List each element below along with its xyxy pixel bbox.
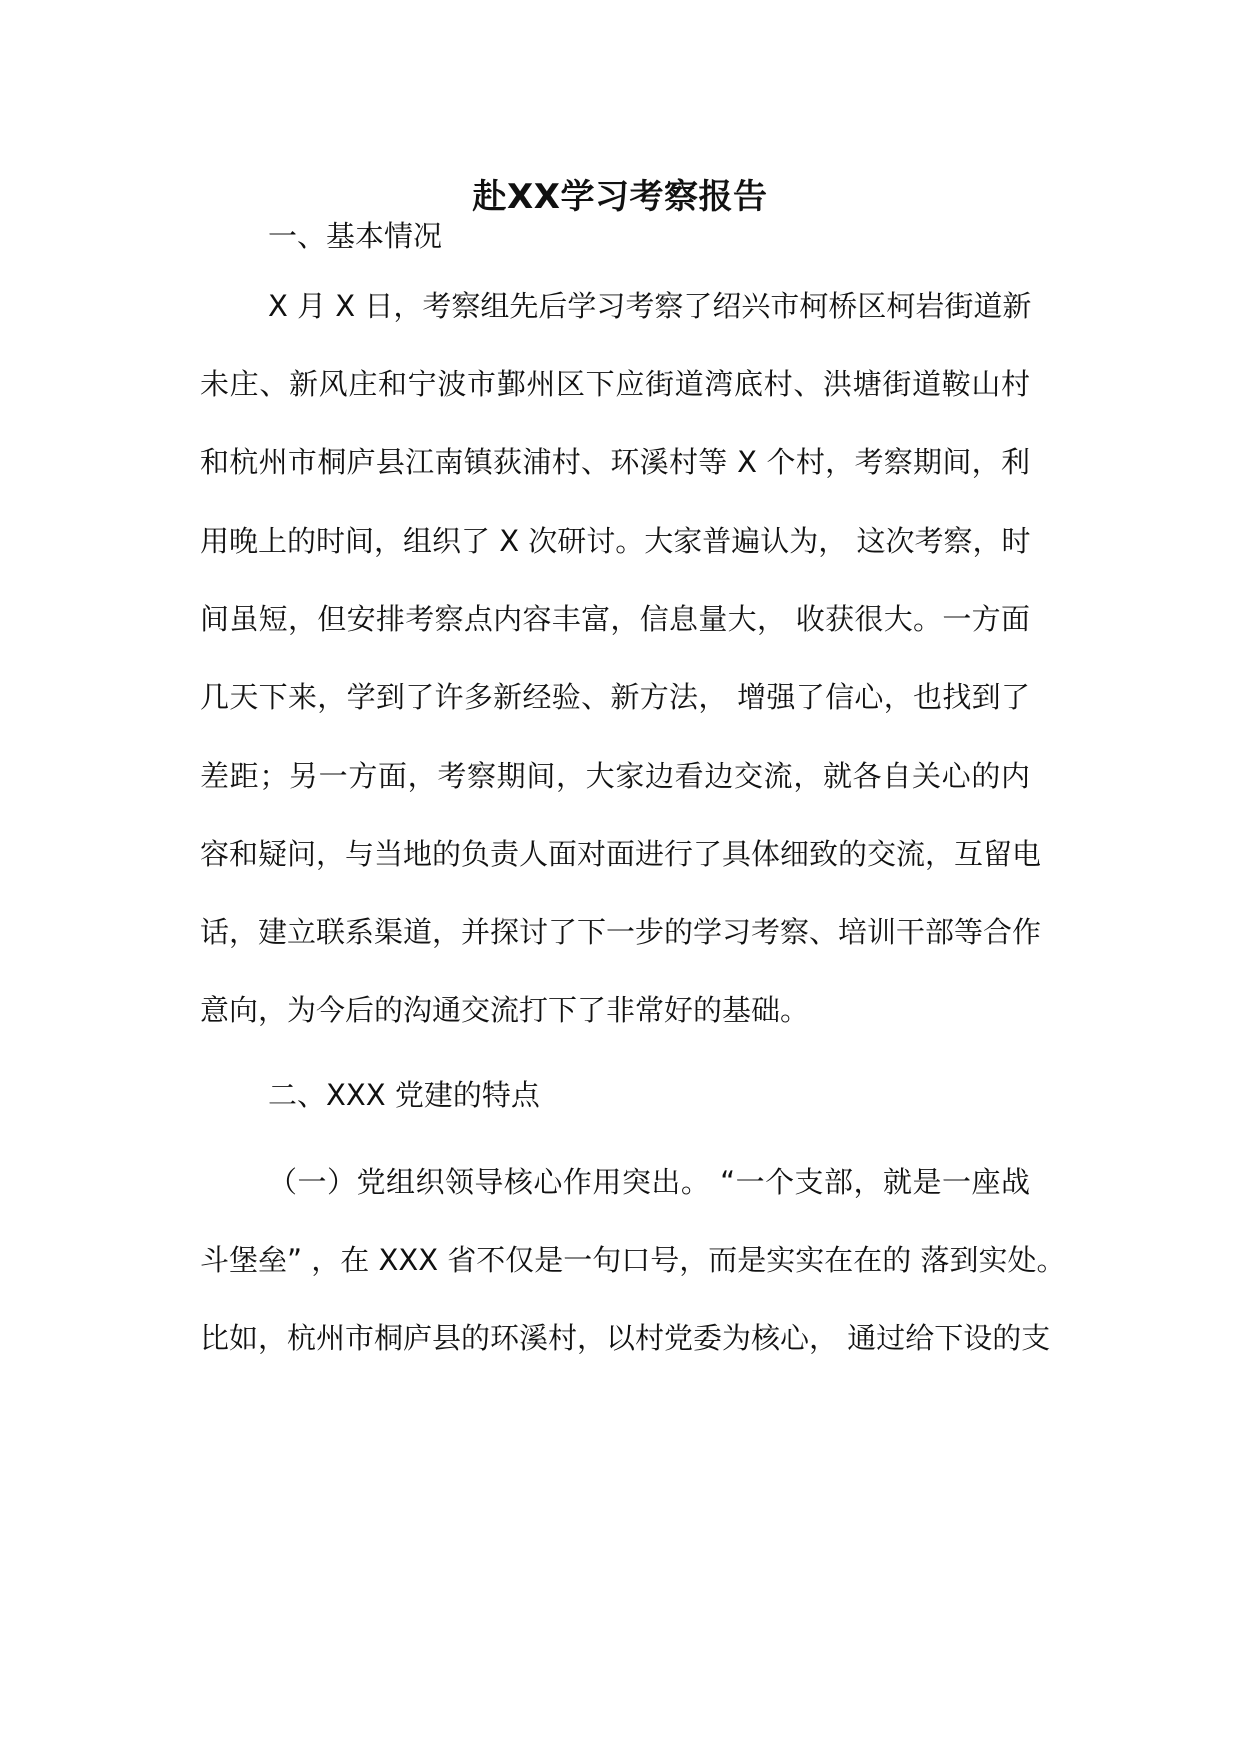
paragraph-line: 差距；另一方面，考察期间，大家边看边交流，就各自关心的内 [200,759,1030,793]
paragraph-line: 容和疑问，与当地的负责人面对面进行了具体细致的交流，互留电 [200,837,1042,871]
paragraph-line: 间虽短，但安排考察点内容丰富，信息量大， 收获很大。一方面 [200,602,1030,636]
paragraph-line: 斗堡垒” ，在 XXX 省不仅是一句口号，而是实实在在的 落到实处。 [200,1243,1066,1277]
section-heading-party-building-features: 二、XXX 党建的特点 [268,1078,540,1112]
paragraph-line: 比如，杭州市桐庐县的环溪村，以村党委为核心， 通过给下设的支 [200,1321,1051,1355]
paragraph-line: 几天下来，学到了许多新经验、新方法， 增强了信心，也找到了 [200,680,1030,714]
paragraph-line: 未庄、新风庄和宁波市鄞州区下应街道湾底村、洪塘街道鞍山村 [200,367,1030,401]
document-title: 赴XX学习考察报告 [472,177,768,217]
paragraph-line: X 月 X 日，考察组先后学习考察了绍兴市柯桥区柯岩街道新 [268,289,1032,323]
paragraph-line: 用晚上的时间，组织了 X 次研讨。大家普遍认为， 这次考察，时 [200,524,1031,558]
section-heading-basic-situation: 一、基本情况 [268,219,443,253]
paragraph-line: （一）党组织领导核心作用突出。 “一个支部，就是一座战 [268,1165,1030,1199]
paragraph-line: 和杭州市桐庐县江南镇荻浦村、环溪村等 X 个村，考察期间，利 [200,445,1030,479]
paragraph-line: 意向，为今后的沟通交流打下了非常好的基础。 [200,993,810,1027]
paragraph-line: 话，建立联系渠道，并探讨了下一步的学习考察、培训干部等合作 [200,915,1042,949]
